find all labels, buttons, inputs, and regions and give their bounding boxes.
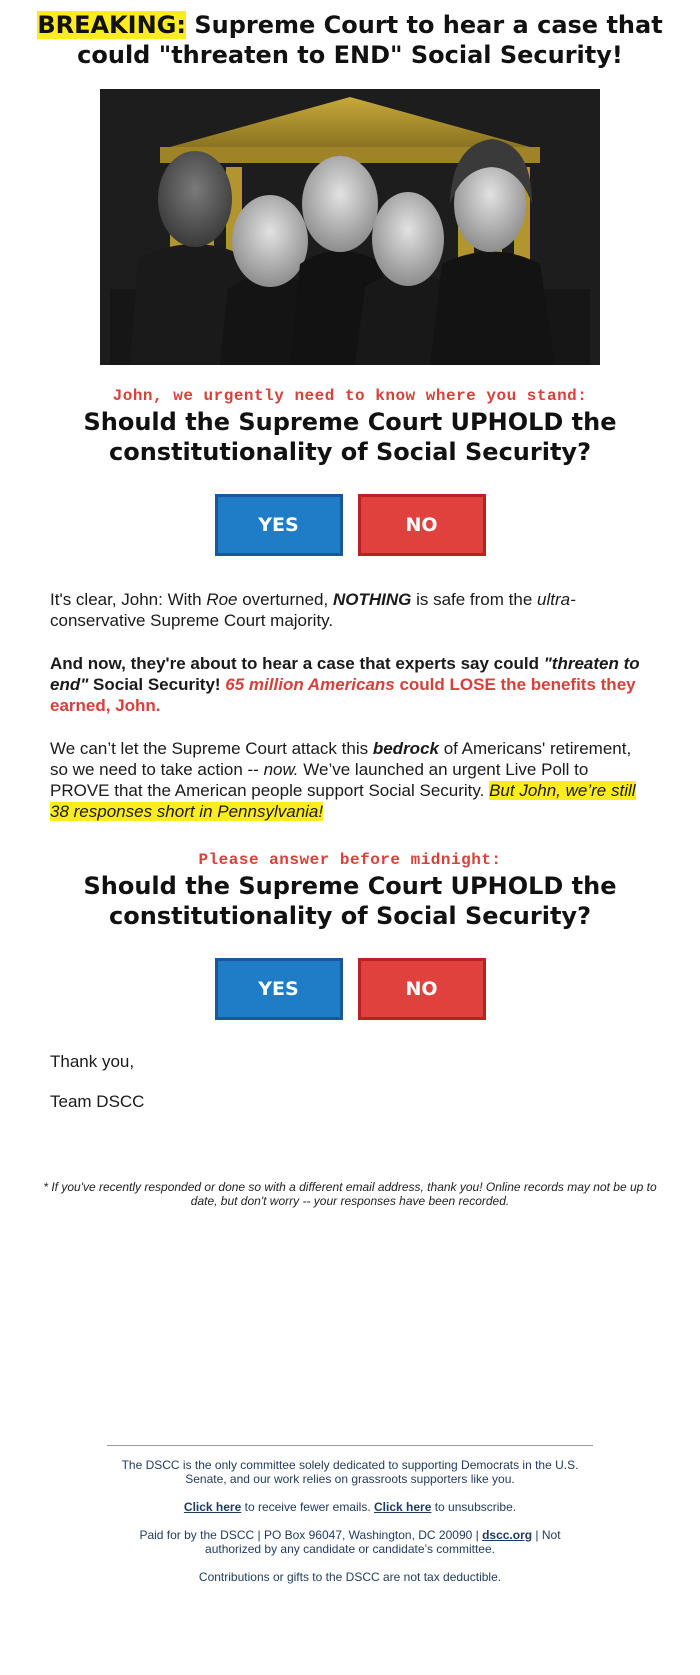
no-button[interactable]: NO	[358, 494, 486, 556]
footer-about: The DSCC is the only committee solely dedicated to supporting Democrats in the U.S. Senate, and our work relies on grassroots supporters like you.	[121, 1458, 579, 1486]
text-ultra: ultra-	[537, 590, 576, 609]
paragraph-poll	[30, 738, 670, 822]
footer-tax-note: Contributions or gifts to the DSCC are not tax deductible.	[198, 1570, 502, 1584]
footer-email-links	[115, 1500, 585, 1514]
text: And now, they're about to hear a case that experts say could	[50, 654, 544, 673]
text: is safe from the	[411, 590, 538, 609]
poll-prompt: John, we urgently need to know where you stand:	[112, 387, 588, 405]
text-nothing: NOTHING	[332, 590, 412, 609]
text-now: now.	[263, 760, 299, 779]
text: Paid for by the DSCC | PO Box 96047, Washington, DC 20090 |	[139, 1528, 483, 1542]
text: of Americans' retirement, so we need to take action --	[50, 739, 632, 779]
yes-button-2[interactable]: YES	[215, 958, 343, 1020]
headline	[30, 10, 670, 70]
text-bedrock: bedrock	[372, 739, 439, 758]
text-highlight: But John, we’re still 38 responses short in Pennsylvania!	[50, 781, 636, 821]
email-body	[30, 10, 670, 1208]
poll-question-2-line1: Should the Supreme Court UPHOLD the	[83, 872, 617, 900]
poll-question-line1: Should the Supreme Court UPHOLD the	[83, 408, 617, 436]
poll-prompt-2: Please answer before midnight:	[198, 851, 502, 869]
text: conservative Supreme Court majority.	[50, 611, 334, 630]
text: Social Security!	[88, 675, 226, 694]
poll-question	[30, 407, 670, 467]
text: | Not authorized by any candidate or candidate’s committee.	[205, 1528, 561, 1556]
text: It's clear, John: With	[50, 590, 207, 609]
text: to unsubscribe.	[431, 1500, 517, 1514]
text-lose: could LOSE the benefits they earned, John.	[50, 675, 636, 715]
poll-question-line2: constitutionality of Social Security?	[108, 438, 591, 466]
text: to receive fewer emails.	[241, 1500, 374, 1514]
text: overturned,	[237, 590, 333, 609]
poll-question-2	[30, 871, 670, 931]
text: We’ve launched an urgent Live Poll to PROVE that the American people support Social Security.	[50, 760, 589, 800]
footer-paid-for	[115, 1528, 585, 1556]
footer	[0, 1445, 700, 1584]
text-millions: 65 million Americans	[225, 675, 395, 694]
poll-buttons-2	[30, 958, 670, 1020]
text-threaten: "threaten to end"	[50, 654, 640, 694]
fewer-emails-link[interactable]: Click here	[183, 1500, 242, 1514]
signoff-team: Team DSCC	[50, 1092, 145, 1111]
no-button-2[interactable]: NO	[358, 958, 486, 1020]
headline-text-1: Supreme Court to hear a case that	[185, 11, 663, 39]
poll-question-2-line2: constitutionality of Social Security?	[108, 902, 591, 930]
headline-text-2: could "threaten to END" Social Security!	[77, 41, 623, 69]
justices-photo[interactable]	[100, 89, 600, 365]
signoff-thanks: Thank you,	[50, 1052, 135, 1071]
disclaimer: * If you've recently responded or done so with a different email address, thank you! Online records may not be up to date, but don't worry -- your responses have been recorded.	[43, 1180, 657, 1208]
unsubscribe-link[interactable]: Click here	[374, 1500, 432, 1514]
paragraph-case	[30, 653, 670, 716]
poll-buttons	[30, 494, 670, 556]
yes-button[interactable]: YES	[215, 494, 343, 556]
text: We can’t let the Supreme Court attack this	[50, 739, 373, 758]
breaking-label: BREAKING:	[37, 11, 186, 39]
dscc-site-link[interactable]: dscc.org	[482, 1528, 533, 1542]
footer-divider	[107, 1445, 593, 1446]
text-roe: Roe	[206, 590, 238, 609]
paragraph-roe	[30, 589, 670, 631]
